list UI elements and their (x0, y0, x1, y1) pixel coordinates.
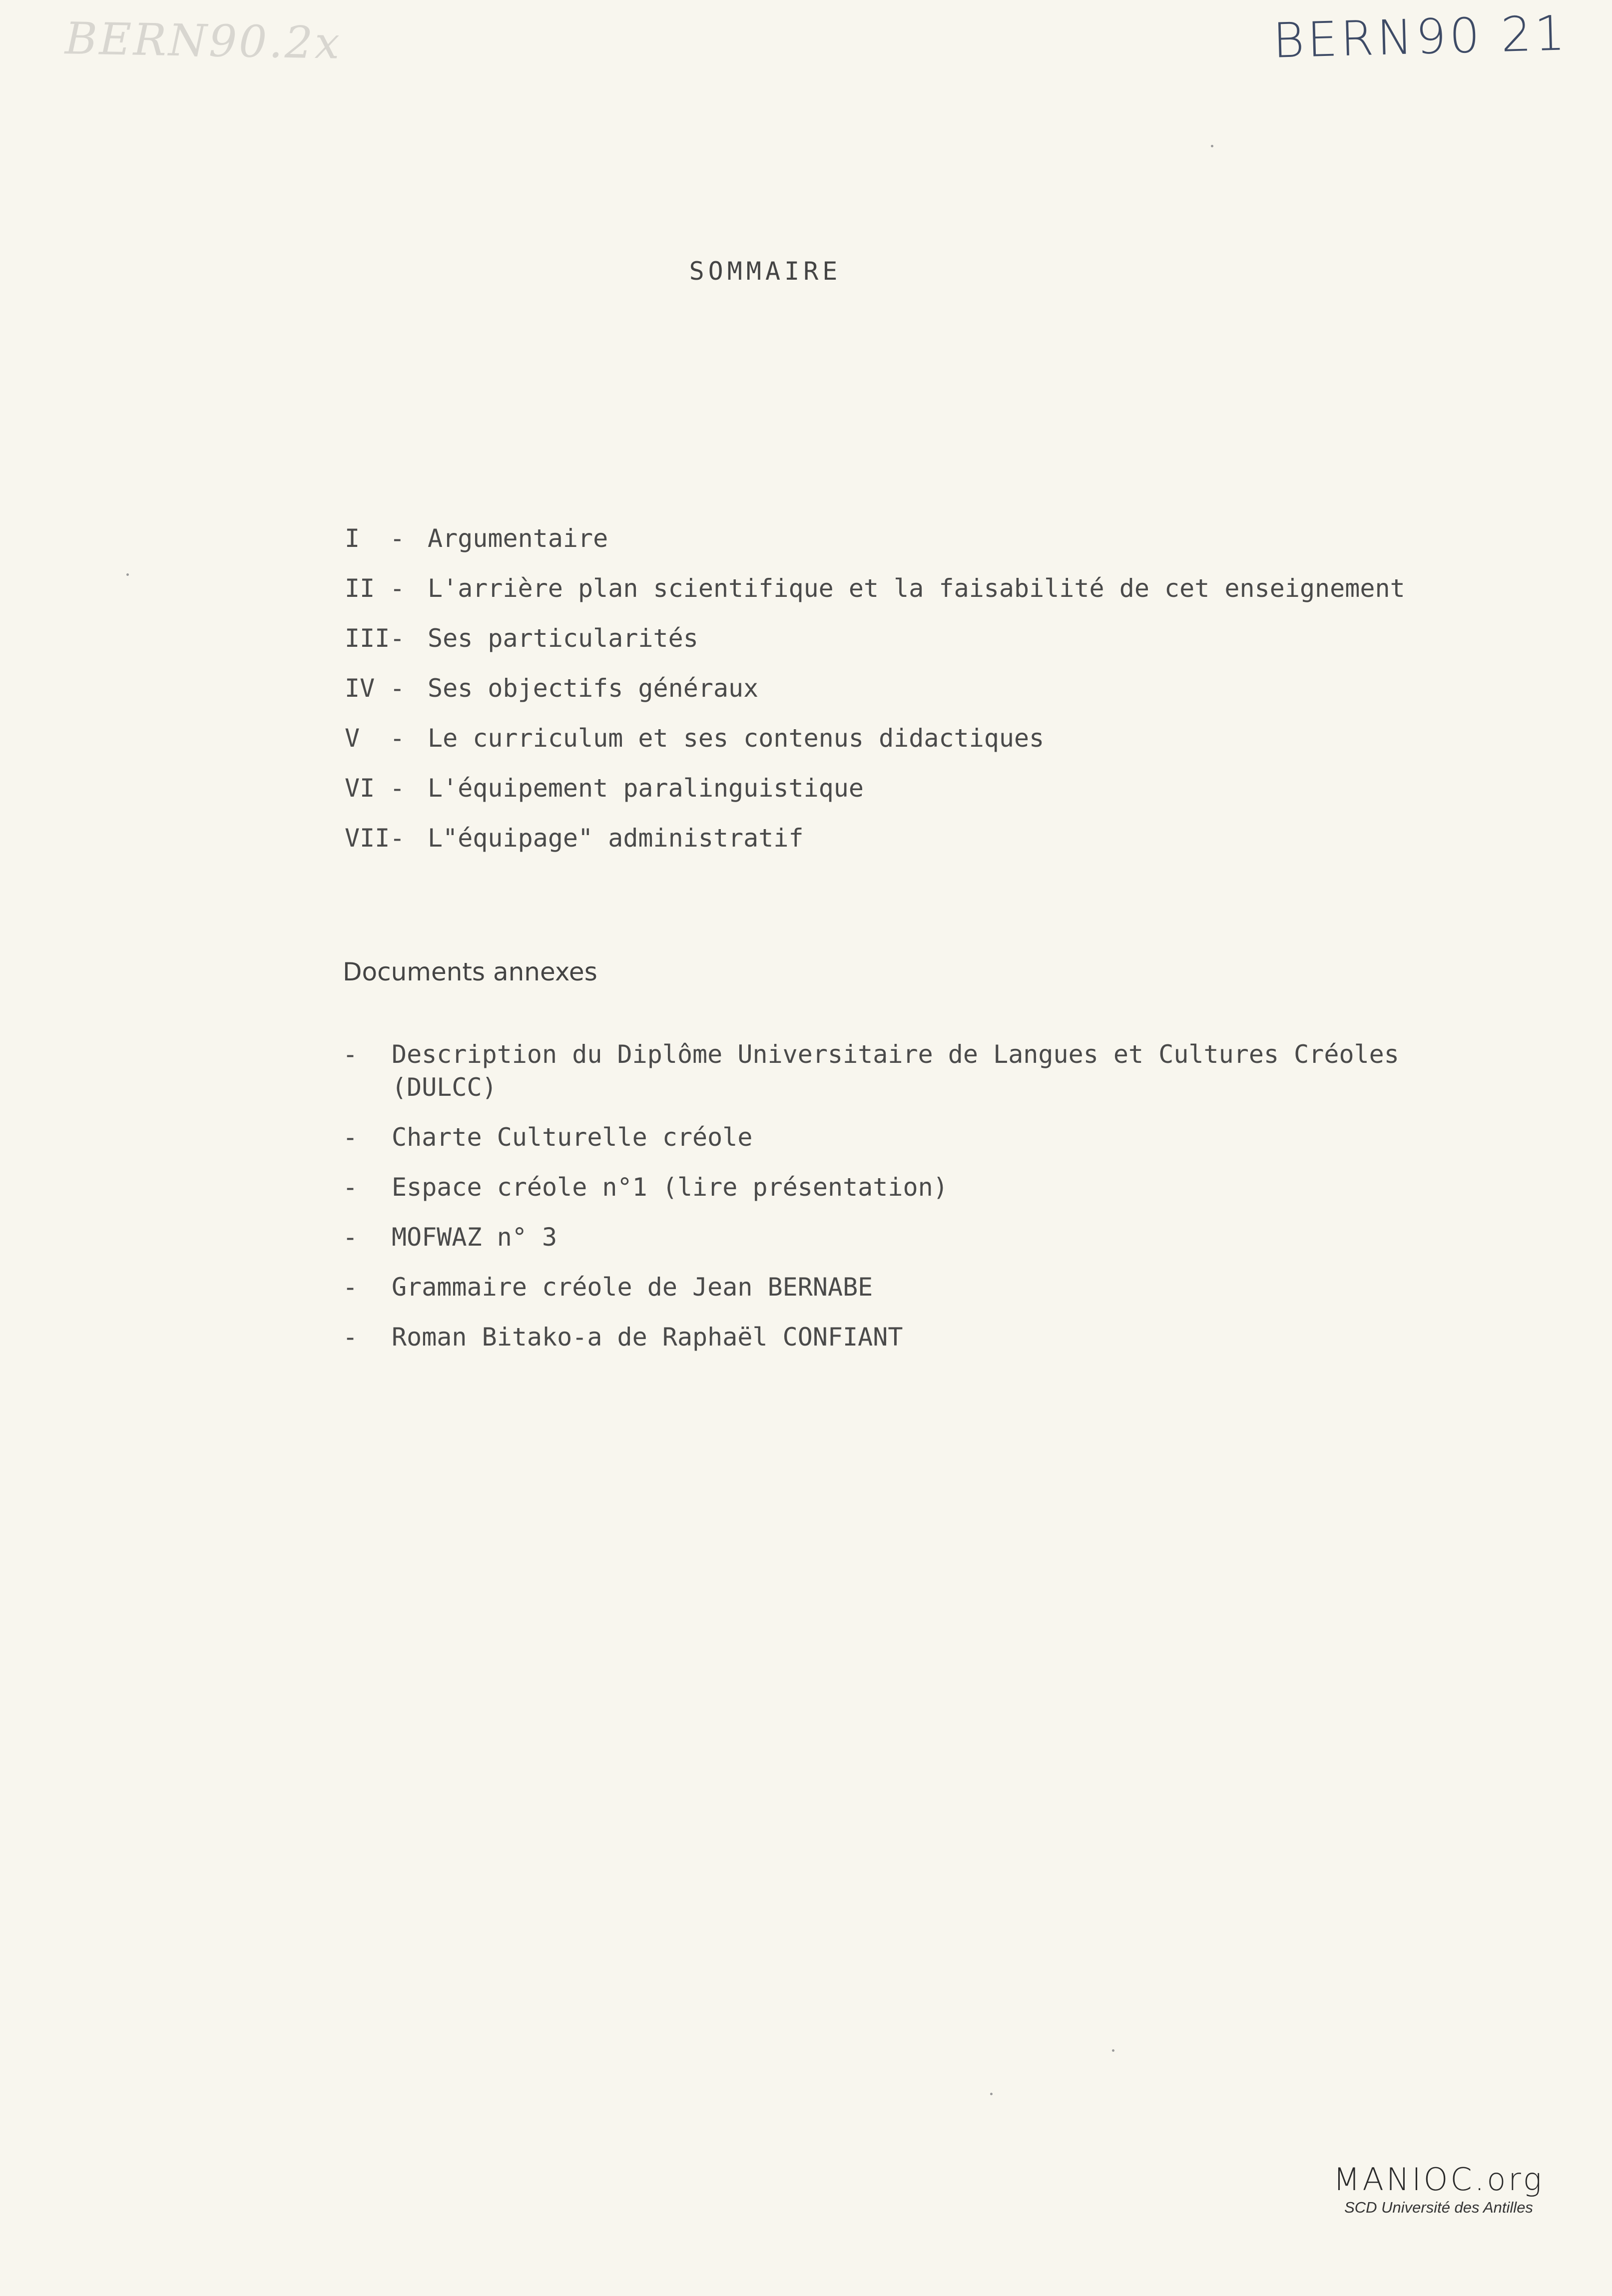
faint-handwritten-reference: BERN90.2x (64, 12, 342, 69)
annex-item (343, 1171, 1457, 1204)
toc-item-text: Ses objectifs généraux (428, 674, 759, 703)
toc-item-text: L"équipage" administratif (428, 824, 804, 853)
annex-bullet: - (343, 1323, 358, 1352)
annex-item (343, 1271, 1457, 1304)
annexes-list (343, 1038, 1457, 1371)
manioc-logo-mark: MANIOC.org (1333, 2161, 1544, 2198)
toc-item-number: I - (345, 524, 405, 553)
toc-item (345, 522, 1444, 555)
toc-item-text: Argumentaire (428, 524, 608, 553)
annex-bullet: - (343, 1123, 358, 1152)
toc-item (345, 722, 1444, 755)
annex-bullet: - (343, 1173, 358, 1202)
annex-item (343, 1038, 1457, 1104)
annex-text: Description du Diplôme Universitaire de Langues et Cultures Créoles (DULCC) (392, 1040, 1399, 1102)
manioc-logo (1309, 2162, 1569, 2218)
toc-item-number: V - (345, 724, 405, 753)
paper-speck (1211, 145, 1213, 147)
toc-item-text: Le curriculum et ses contenus didactiques (428, 724, 1045, 753)
manioc-logo-subtitle: SCD Université des Antilles (1344, 2199, 1533, 2216)
handwritten-reference: BERN90 21 (1272, 5, 1569, 69)
paper-speck (990, 2093, 993, 2095)
annex-text: Grammaire créole de Jean BERNABE (392, 1273, 873, 1302)
toc-item (345, 572, 1444, 605)
annex-item (343, 1221, 1457, 1254)
table-of-contents (345, 522, 1444, 872)
toc-item (345, 622, 1444, 655)
annex-text: Espace créole n°1 (lire présentation) (392, 1173, 948, 1202)
annex-item (343, 1321, 1457, 1354)
annexes-heading: Documents annexes (343, 957, 597, 986)
toc-item-number: II - (345, 574, 405, 603)
annex-item (343, 1121, 1457, 1154)
annex-text: Roman Bitako-a de Raphaël CONFIANT (392, 1323, 903, 1352)
toc-item-text: L'équipement paralinguistique (428, 774, 864, 803)
annex-bullet: - (343, 1223, 358, 1252)
toc-item-number: IV - (345, 674, 405, 703)
toc-item-number: VII- (345, 824, 405, 853)
toc-item-text: Ses particularités (428, 624, 698, 653)
toc-item (345, 672, 1444, 705)
paper-speck (1112, 2049, 1114, 2052)
annex-text: MOFWAZ n° 3 (392, 1223, 557, 1252)
toc-item (345, 772, 1444, 805)
toc-item (345, 822, 1444, 855)
toc-item-number: III- (345, 624, 405, 653)
annex-text: Charte Culturelle créole (392, 1123, 753, 1152)
annex-bullet: - (343, 1273, 358, 1302)
page-title: SOMMAIRE (689, 257, 842, 286)
toc-item-number: VI - (345, 774, 405, 803)
annex-bullet: - (343, 1040, 358, 1069)
paper-speck (126, 573, 129, 576)
toc-item-text: L'arrière plan scientifique et la faisabilité de cet enseignement (428, 574, 1405, 603)
